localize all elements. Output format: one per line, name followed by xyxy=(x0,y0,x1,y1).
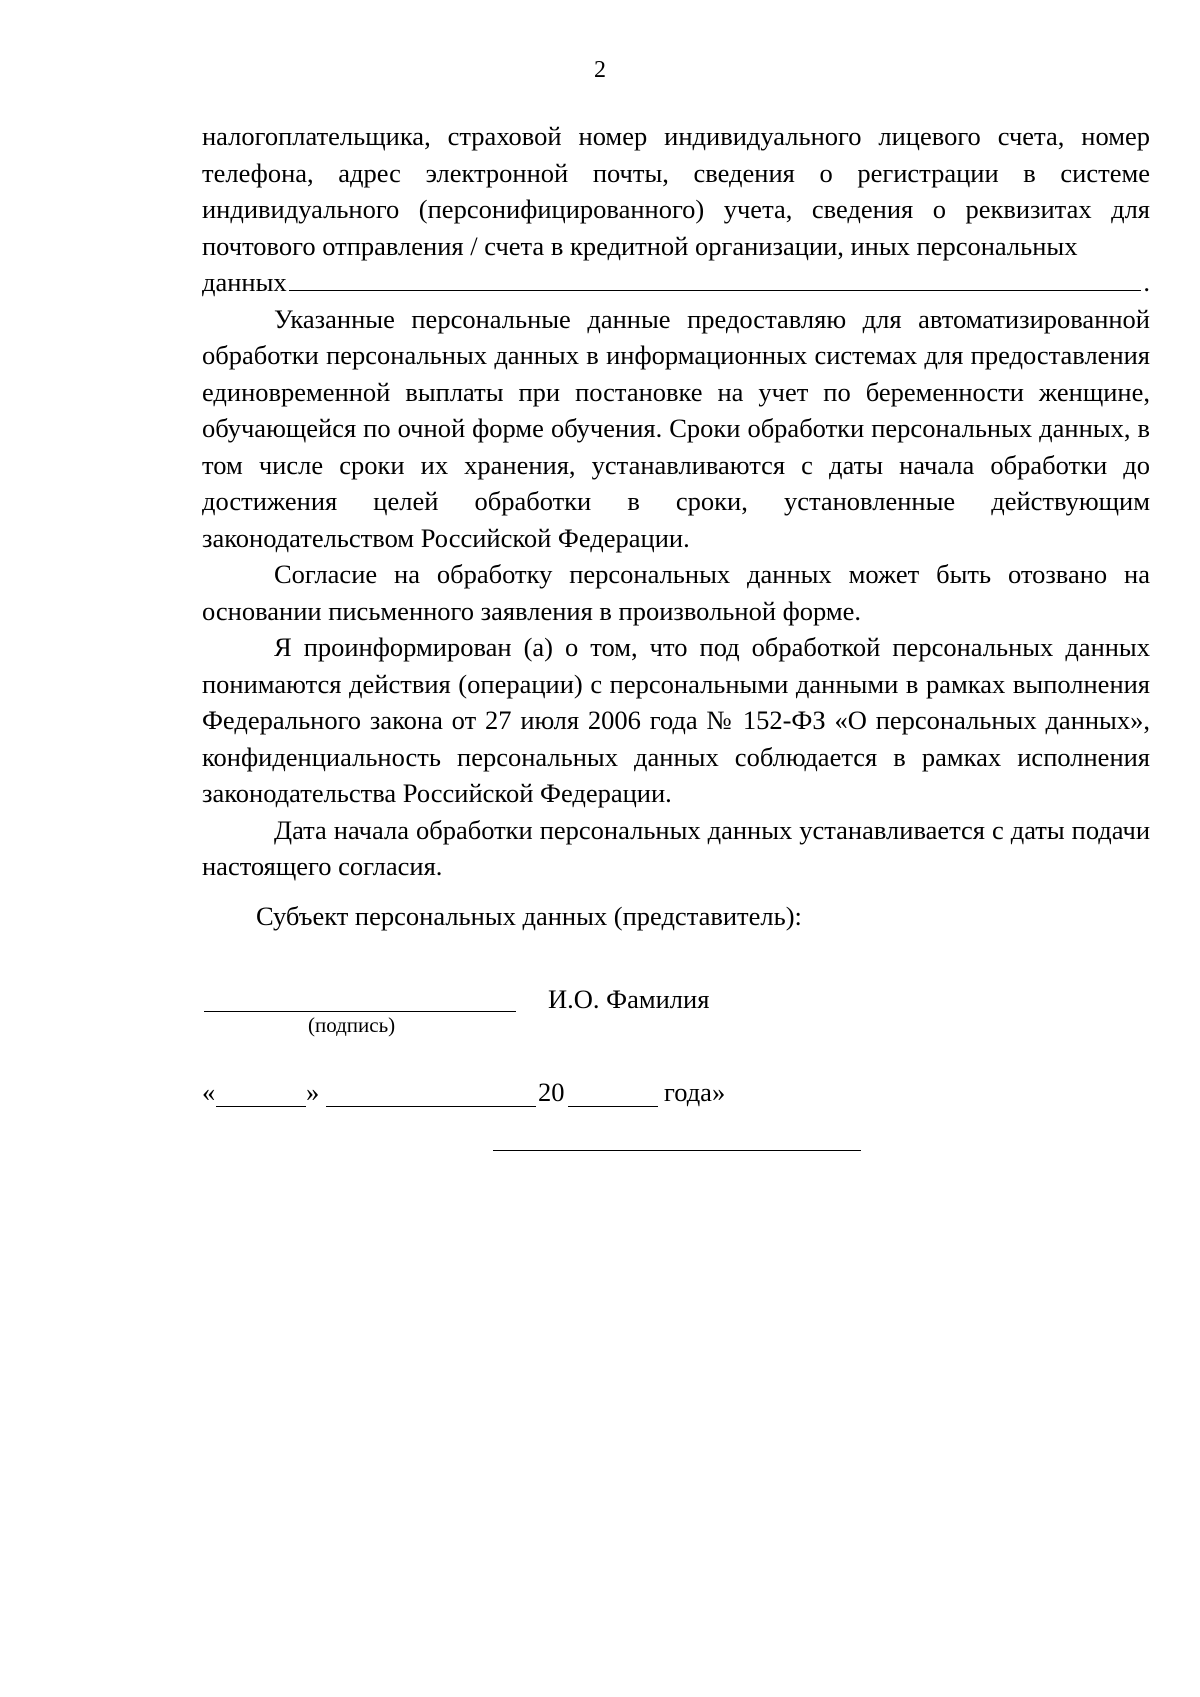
subject-label: Субъект персональных данных (представитель): xyxy=(256,901,802,931)
date-year-prefix: 20 xyxy=(538,1077,565,1107)
consent-text xyxy=(202,118,1150,885)
paragraph-revocation: Согласие на обработку персональных данных может быть отозвано на основании письменного заявления в произвольной форме. xyxy=(202,559,1150,626)
page-number: 2 xyxy=(594,57,606,83)
date-close-quote: » xyxy=(306,1077,320,1107)
other-data-fill-line[interactable] xyxy=(289,264,1142,291)
paragraph-personal-data-list xyxy=(202,118,1150,264)
date-year-line[interactable] xyxy=(568,1106,658,1107)
other-data-fill-row xyxy=(202,264,1150,301)
date-year-suffix: года» xyxy=(664,1077,726,1107)
paragraph-personal-data-list-text: налогоплательщика, страховой номер индивидуального лицевого счета, номер телефона, адрес электронной почты, сведения о регистрации в системе индивидуального (персонифицированного) учета, сведения о реквизитах для почтового отправления / счета в кредитной организации, иных персональных xyxy=(202,121,1150,261)
date-open-quote: « xyxy=(202,1077,216,1107)
paragraph-processing-purpose: Указанные персональные данные предоставляю для автоматизированной обработки персональных данных в информационных системах для предоставления единовременной выплаты при постановке на учет по беременности женщине, обучающейся по очной форме обучения. Сроки обработки персональных данных, в том числе сроки их хранения, устанавливаются с даты начала обработки до достижения целей обработки в сроки, установленные действующим законодательством Российской Федерации. xyxy=(202,303,1150,553)
other-data-period: . xyxy=(1143,267,1150,297)
date-month-line[interactable] xyxy=(326,1106,536,1107)
paragraph-start-date: Дата начала обработки персональных данных устанавливается с даты подачи настоящего согласия. xyxy=(202,814,1150,881)
other-data-label: данных xyxy=(202,267,287,297)
date-day-line[interactable] xyxy=(216,1106,306,1107)
signer-name: И.О. Фамилия xyxy=(548,984,710,1014)
bottom-blank-line[interactable] xyxy=(493,1150,861,1151)
signature-caption: (подпись) xyxy=(308,1013,396,1037)
date-row xyxy=(202,1076,762,1112)
paragraph-informed: Я проинформирован (а) о том, что под обработкой персональных данных понимаются действия (операции) с персональными данными в рамках выполнения Федерального закона от 27 июля 2006 года № 152-ФЗ «О персональных данных», конфиденциальность персональных данных соблюдается в рамках исполнения законодательства Российской Федерации. xyxy=(202,632,1150,808)
